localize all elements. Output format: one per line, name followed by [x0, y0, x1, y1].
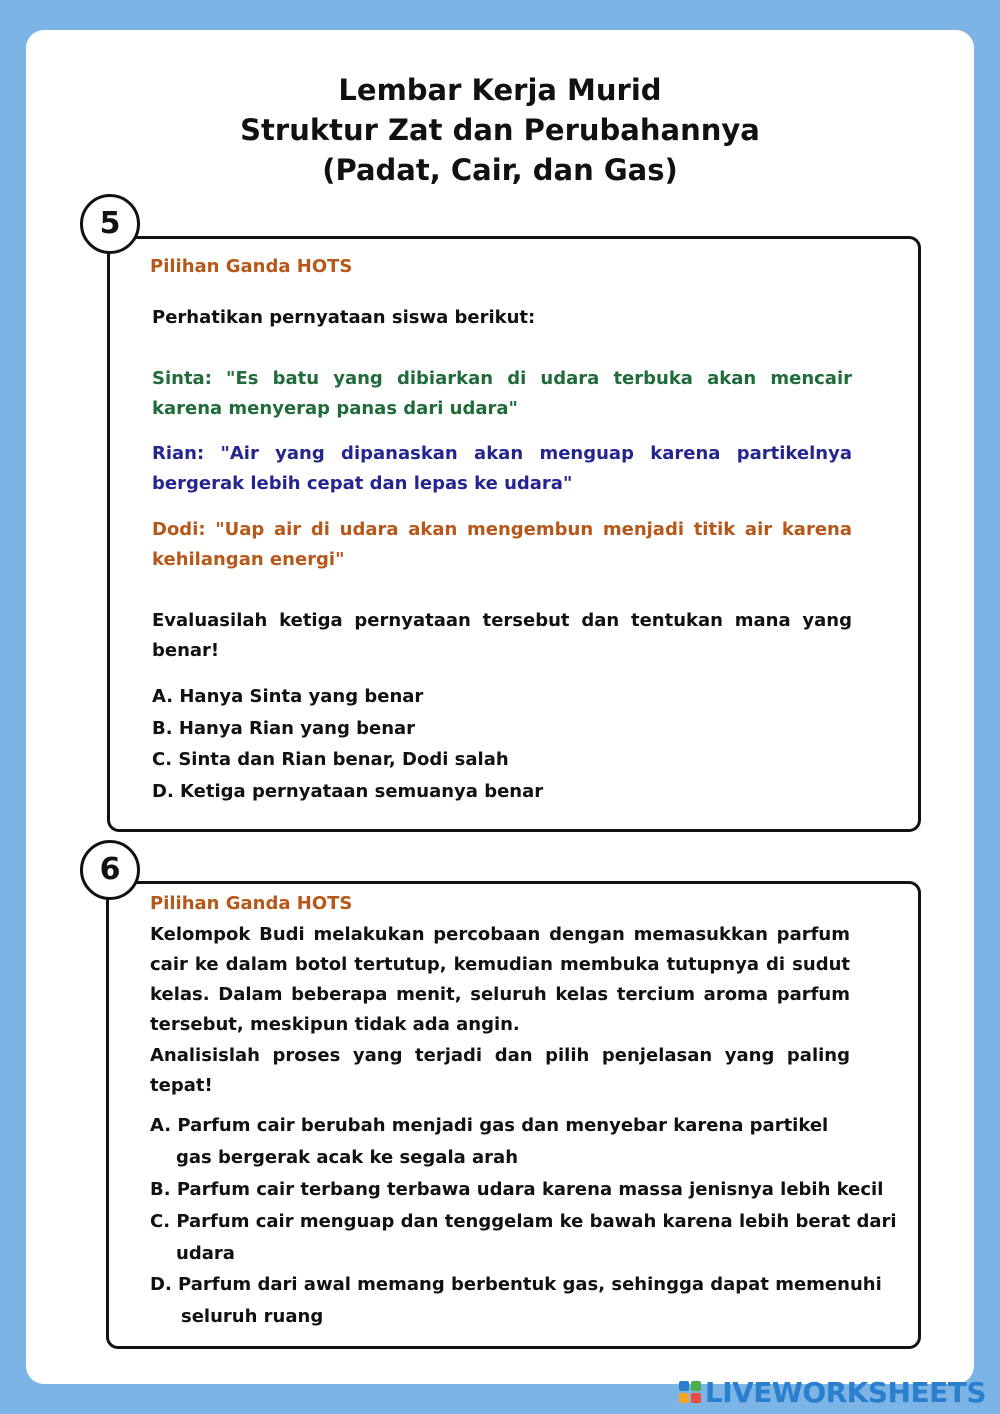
question-6-option-b[interactable]: [150, 1174, 883, 1206]
option-c-line-2: udara: [176, 1243, 235, 1264]
statement-dodi: Dodi: "Uap air di udara akan mengembun menjadi titik air karena kehilangan energi": [152, 519, 852, 570]
page-title: [0, 70, 1000, 190]
question-5-option-b[interactable]: B. Hanya Rian yang benar: [152, 718, 416, 739]
option-c-line-1: C. Parfum cair menguap dan tenggelam ke bawah karena lebih berat dari: [150, 1211, 897, 1232]
liveworksheets-logo-icon: [679, 1381, 701, 1403]
title-line-2: Struktur Zat dan Perubahannya: [240, 113, 760, 147]
brand-name: LIVEWORKSHEETS: [704, 1375, 986, 1409]
title-line-3: (Padat, Cair, dan Gas): [322, 153, 678, 187]
option-d-line-2: seluruh ruang: [181, 1306, 324, 1327]
option-d-line-1: D. Parfum dari awal memang berbentuk gas, sehingga dapat memenuhi: [150, 1274, 882, 1295]
question-5-option-a[interactable]: A. Hanya Sinta yang benar: [152, 686, 424, 707]
option-a-line-1: A. Parfum cair berubah menjadi gas dan menyebar karena partikel: [150, 1115, 829, 1136]
title-line-1: Lembar Kerja Murid: [338, 73, 662, 107]
question-6-body: Kelompok Budi melakukan percobaan dengan memasukkan parfum cair ke dalam botol tertutup, kemudian membuka tutupnya di sudut kelas. Dalam beberapa menit, seluruh kelas tercium aroma parfum tersebut, meskipun tidak ada angin.: [150, 924, 850, 1035]
question-6-option-d[interactable]: [150, 1269, 882, 1333]
option-a-line-2: gas bergerak acak ke segala arah: [176, 1147, 519, 1168]
question-6-tag: Pilihan Ganda HOTS: [150, 893, 353, 914]
question-6-option-a[interactable]: [150, 1110, 828, 1174]
question-6-number: 6: [80, 840, 140, 900]
question-6-option-c[interactable]: [150, 1206, 897, 1270]
question-6-prompt: Analisislah proses yang terjadi dan pilih penjelasan yang paling tepat!: [150, 1045, 850, 1096]
statement-sinta: Sinta: "Es batu yang dibiarkan di udara terbuka akan mencair karena menyerap panas dari udara": [152, 368, 852, 419]
option-b-line-1: B. Parfum cair terbang terbawa udara karena massa jenisnya lebih kecil: [150, 1179, 884, 1200]
question-5-intro: Perhatikan pernyataan siswa berikut:: [152, 307, 536, 328]
question-5-number: 5: [80, 194, 140, 254]
question-5-option-d[interactable]: D. Ketiga pernyataan semuanya benar: [152, 781, 544, 802]
statement-rian: Rian: "Air yang dipanaskan akan menguap karena partikelnya bergerak lebih cepat dan lepas ke udara": [152, 443, 852, 494]
question-5-prompt: Evaluasilah ketiga pernyataan tersebut dan tentukan mana yang benar!: [152, 610, 852, 661]
question-5-option-c[interactable]: C. Sinta dan Rian benar, Dodi salah: [152, 749, 509, 770]
question-5-tag: Pilihan Ganda HOTS: [150, 256, 353, 277]
liveworksheets-logo[interactable]: [679, 1372, 986, 1412]
